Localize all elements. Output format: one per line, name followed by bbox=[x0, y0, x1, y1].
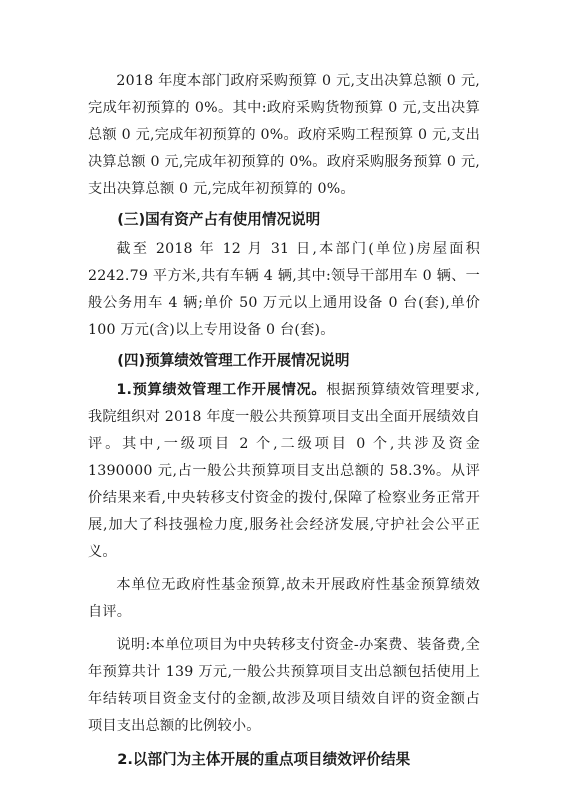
performance-paragraph bbox=[88, 377, 480, 566]
key-projects-heading: 2.以部门为主体开展的重点项目绩效评价结果 bbox=[117, 751, 411, 768]
performance-heading: (四)预算绩效管理工作开展情况说明 bbox=[117, 352, 350, 369]
note-paragraph: 说明:本单位项目为中央转移支付资金-办案费、装备费,全年预算共计 139 万元,一般公共预算项目支出总额包括使用上年结转项目资金支付的金额,故涉及项目绩效自评的资金额占项目支出总额的比例较小。 bbox=[88, 637, 480, 734]
assets-paragraph: 截至 2018 年 12 月 31 日,本部门(单位)房屋面积 2242.79 平方米,共有车辆 4 辆,其中:领导干部用车 0 辆、一般公务用车 4 辆;单价 50 万元以上通用设备 0 台(套),单价 100 万元(含)以上专用设备 0 台(套)。 bbox=[88, 241, 480, 338]
procurement-paragraph: 2018 年度本部门政府采购预算 0 元,支出决算总额 0 元,完成年初预算的 0%。其中:政府采购货物预算 0 元,支出决算总额 0 元,完成年初预算的 0%。政府采购工程预算 0 元,支出决算总额 0 元,完成年初预算的 0%。政府采购服务预算 0 元,支出决算总额 0 元,完成年初预算的 0%。 bbox=[88, 73, 480, 197]
no-fund-paragraph: 本单位无政府性基金预算,故未开展政府性基金预算绩效自评。 bbox=[88, 577, 480, 620]
performance-body: 根据预算绩效管理要求,我院组织对 2018 年度一般公共预算项目支出全面开展绩效自评。其中,一级项目 2 个,二级项目 0 个,共涉及资金 1390000 元,占一般公共预算项目支出总额的 58.3%。从评价结果来看,中央转移支付资金的拨付,保障了检察业务正常开展,加大了科技强检力度,服务社会经济发展,守护社会公平正义。 bbox=[88, 382, 480, 560]
assets-heading: (三)国有资产占有使用情况说明 bbox=[117, 211, 321, 228]
document-body bbox=[88, 68, 480, 773]
performance-lead: 1.预算绩效管理工作开展情况。 bbox=[116, 382, 327, 398]
